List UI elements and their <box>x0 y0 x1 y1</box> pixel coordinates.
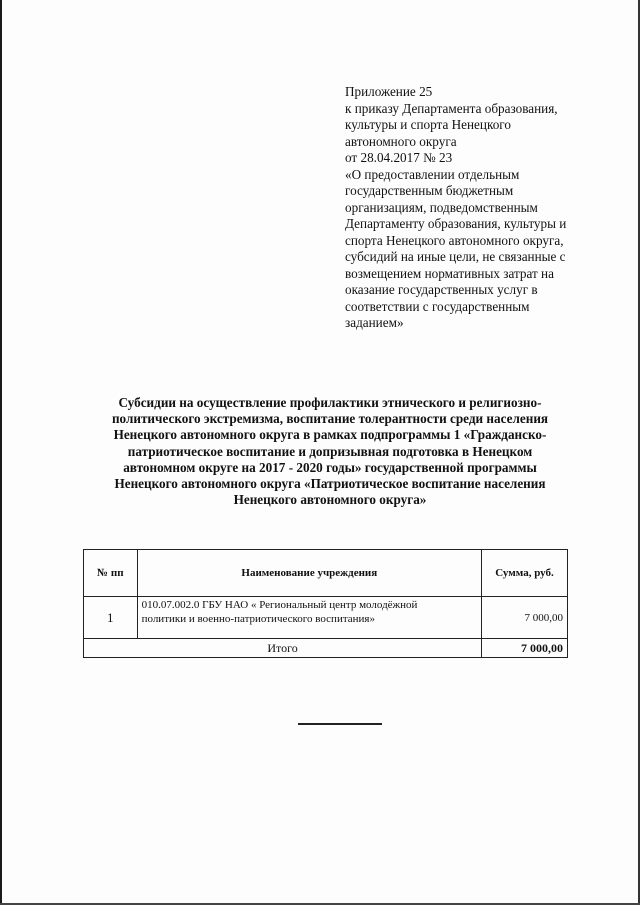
appendix-line: Департаменту образования, культуры и <box>345 216 567 231</box>
appendix-line: от 28.04.2017 № 23 <box>345 150 453 165</box>
document-title <box>80 395 580 508</box>
title-line: политического экстремизма, воспитание толерантности среди населения <box>111 411 549 427</box>
appendix-line: соответствии с государственным <box>345 298 530 314</box>
appendix-block <box>345 84 595 332</box>
appendix-line: оказание государственных услуг в <box>345 282 538 297</box>
row-institution-name <box>137 597 481 639</box>
appendix-line: заданием» <box>345 315 404 330</box>
appendix-line: организациям, подведомственным <box>345 199 538 215</box>
title-line: Ненецкого автономного округа» <box>233 492 427 508</box>
title-line: автономном округе на 2017 - 2020 годы» государственной программы <box>123 459 537 475</box>
table-header-row <box>84 550 568 597</box>
table-row <box>84 597 568 639</box>
appendix-line: культуры и спорта Ненецкого <box>345 117 511 132</box>
row-number: 1 <box>84 597 138 639</box>
title-line: Субсидии на осуществление профилактики этнического и религиозно- <box>118 395 542 410</box>
subsidy-table <box>83 549 568 658</box>
total-sum: 7 000,00 <box>482 639 568 658</box>
table-total-row <box>84 639 568 658</box>
title-line: Ненецкого автономного округа в рамках подпрограммы 1 «Гражданско- <box>113 427 547 443</box>
appendix-line: субсидий на иные цели, не связанные с <box>345 249 566 264</box>
appendix-line: государственным бюджетным <box>345 183 514 198</box>
scan-border-left <box>0 0 2 905</box>
header-institution-name: Наименование учреждения <box>137 550 481 597</box>
appendix-line: спорта Ненецкого автономного округа, <box>345 232 564 248</box>
appendix-line: автономного округа <box>345 133 457 149</box>
appendix-line: возмещением нормативных затрат на <box>345 265 554 281</box>
institution-name-line: политики и военно-патриотического воспитания» <box>141 613 375 625</box>
appendix-line: «О предоставлении отдельным <box>345 166 520 182</box>
header-sum: Сумма, руб. <box>482 550 568 597</box>
row-sum: 7 000,00 <box>482 597 568 639</box>
header-number: № пп <box>84 550 138 597</box>
end-divider <box>298 723 382 725</box>
total-label: Итого <box>84 639 482 658</box>
title-line: Ненецкого автономного округа «Патриотическое воспитание населения <box>114 476 546 492</box>
appendix-line: Приложение 25 <box>345 84 433 99</box>
institution-name-line: 010.07.002.0 ГБУ НАО « Региональный центр молодёжной <box>141 599 418 611</box>
title-line: патриотическое воспитание и допризывная подготовка в Ненецком <box>127 443 533 459</box>
appendix-line: к приказу Департамента образования, <box>345 100 558 116</box>
